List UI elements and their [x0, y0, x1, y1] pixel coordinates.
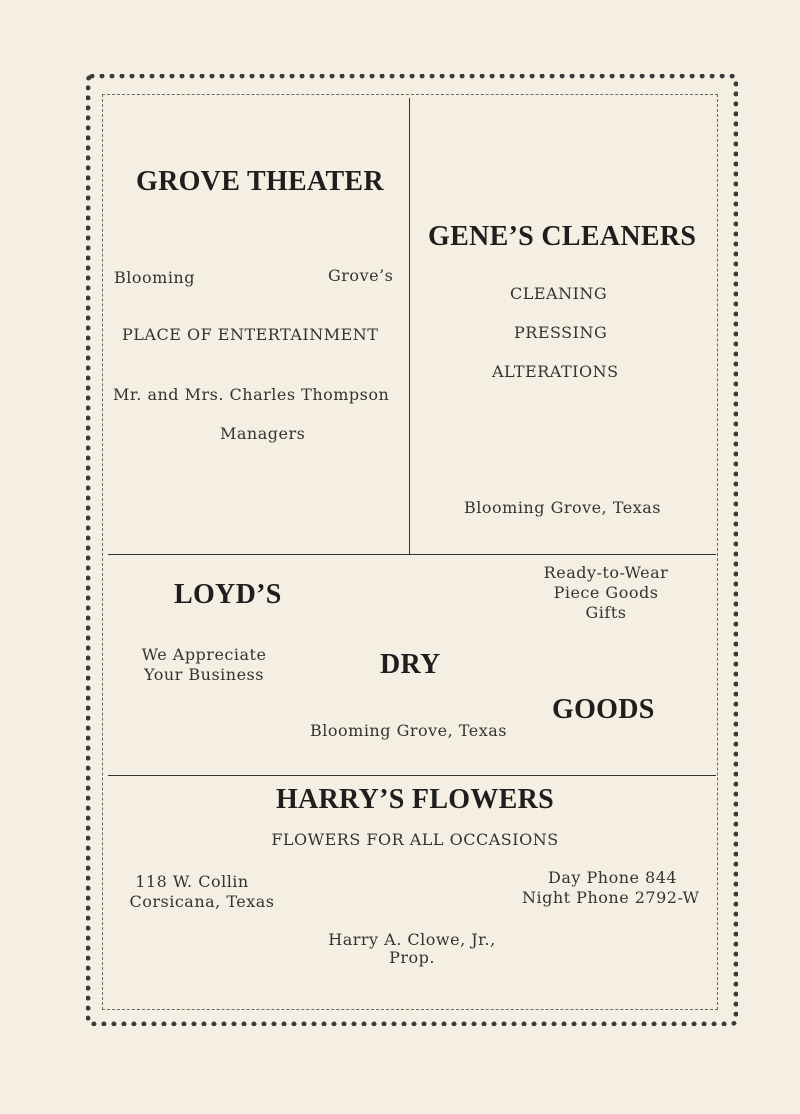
loyds-product: Ready-to-Wear — [543, 563, 669, 582]
grove-theater-managers-names: Mr. and Mrs. Charles Thompson — [113, 385, 390, 404]
harrys-flowers-tagline: FLOWERS FOR ALL OCCASIONS — [271, 830, 559, 849]
loyds-product: Piece Goods — [553, 583, 659, 602]
loyds-goods: GOODS — [552, 694, 655, 725]
genes-cleaners-service: PRESSING — [514, 323, 608, 342]
grove-theater-groves: Grove’s — [328, 266, 394, 285]
grove-theater-blooming: Blooming — [114, 268, 195, 287]
grove-theater-managers-label: Managers — [220, 424, 306, 443]
grove-theater-tagline: PLACE OF ENTERTAINMENT — [122, 325, 379, 344]
harrys-flowers-address-line1: 118 W. Collin — [135, 872, 249, 891]
harrys-flowers-address-line2: Corsicana, Texas — [129, 892, 275, 911]
loyds-dry-goods-ad — [108, 554, 716, 776]
loyds-dry: DRY — [380, 649, 441, 680]
harrys-flowers-night-phone: Night Phone 2792-W — [522, 888, 700, 907]
genes-cleaners-ad — [410, 98, 714, 554]
loyds-appreciate-line2: Your Business — [144, 665, 264, 684]
genes-cleaners-title: GENE’S CLEANERS — [428, 221, 697, 252]
loyds-appreciate-line1: We Appreciate — [141, 645, 267, 664]
loyds-product: Gifts — [585, 603, 627, 622]
harrys-flowers-title: HARRY’S FLOWERS — [275, 784, 555, 815]
grove-theater-title: GROVE THEATER — [136, 166, 384, 197]
harrys-flowers-day-phone: Day Phone 844 — [548, 868, 678, 887]
harrys-flowers-proprietor: Harry A. Clowe, Jr., — [328, 930, 496, 949]
genes-cleaners-service: ALTERATIONS — [492, 362, 619, 381]
harrys-flowers-ad — [112, 776, 718, 1010]
loyds-title: LOYD’S — [174, 579, 282, 610]
grove-theater-ad — [106, 98, 410, 554]
harrys-flowers-proprietor-title: Prop. — [389, 948, 435, 967]
genes-cleaners-location: Blooming Grove, Texas — [464, 498, 661, 517]
genes-cleaners-service: CLEANING — [510, 284, 608, 303]
loyds-location: Blooming Grove, Texas — [310, 721, 507, 740]
